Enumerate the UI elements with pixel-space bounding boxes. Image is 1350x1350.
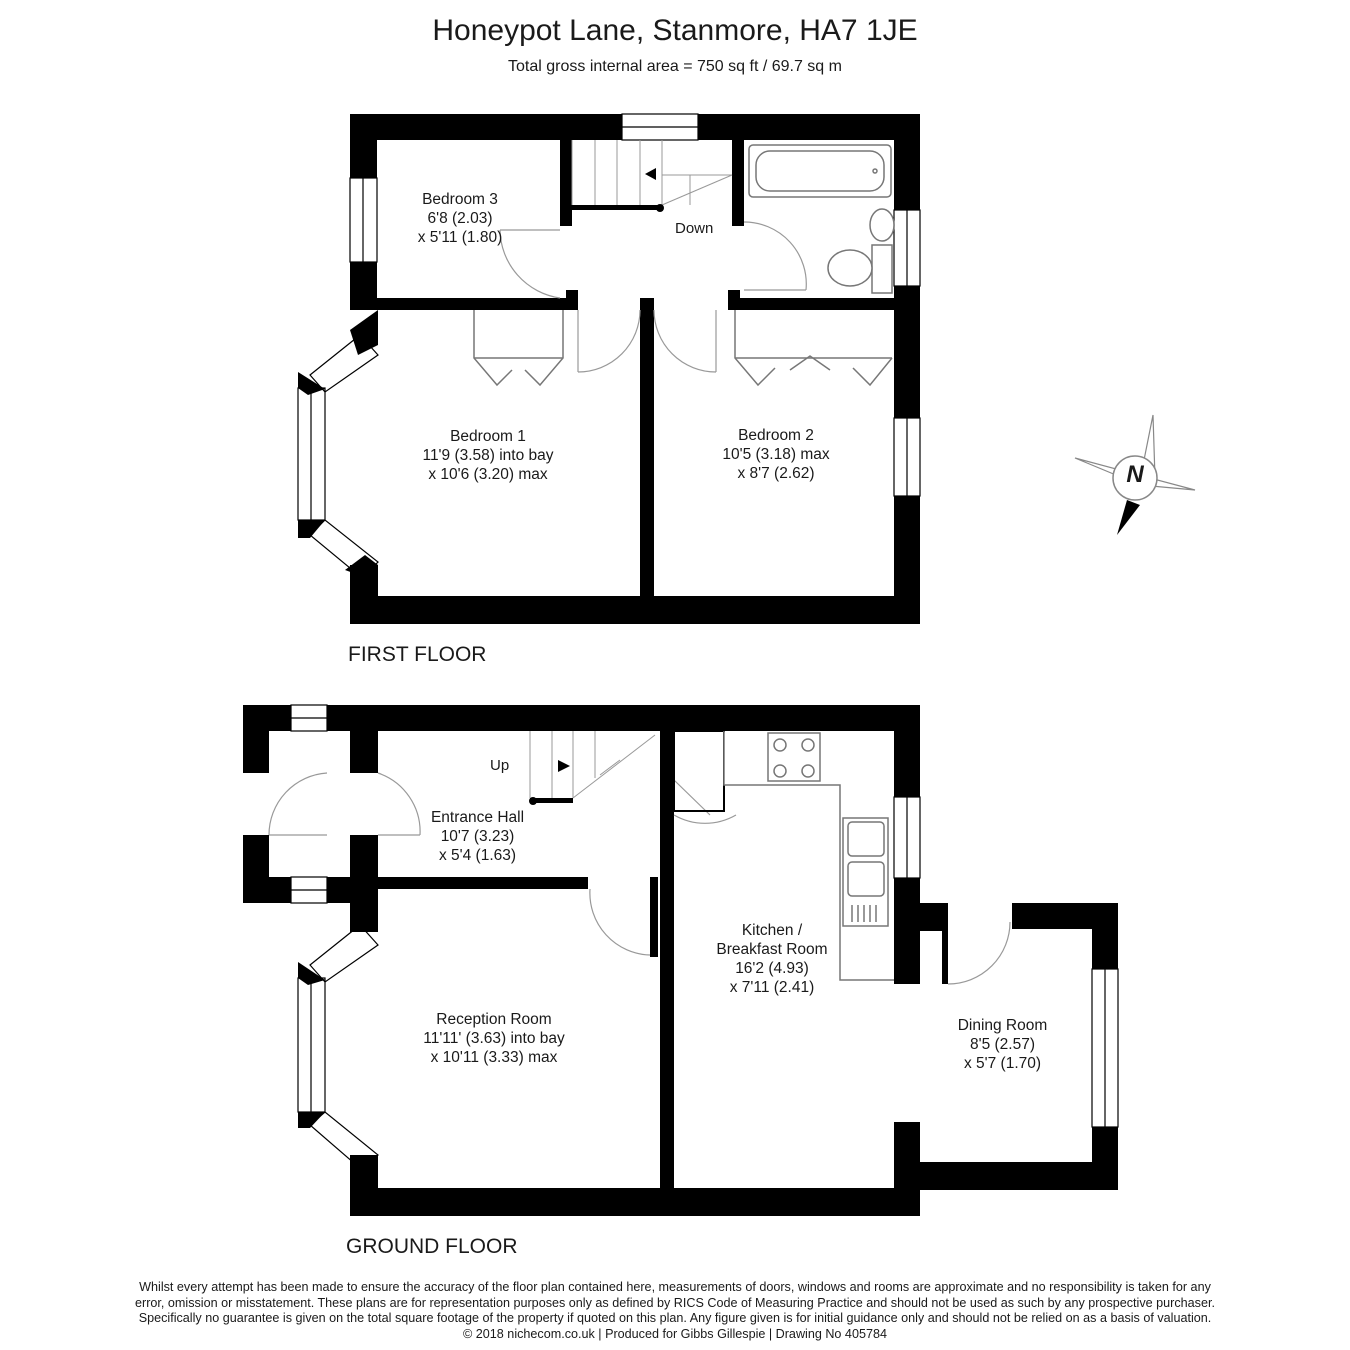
room-bedroom-3: Bedroom 3 6'8 (2.03) x 5'11 (1.80) — [417, 191, 503, 246]
room-dining: Dining Room 8'5 (2.57) x 5'7 (1.70) — [957, 1017, 1048, 1072]
room-bedroom-2: Bedroom 2 10'5 (3.18) max x 8'7 (2.62) — [722, 427, 830, 482]
room-reception: Reception Room 11'11' (3.63) into bay x 10'11 (3.33) max — [423, 1011, 565, 1066]
ground-floor-walls — [243, 705, 1118, 1216]
bathroom-fixtures — [749, 145, 894, 293]
disclaimer-line: Specifically no guarantee is given on the total square footage of the property if quoted on this plan. Any figure given is for initial guidance only and should not be relied on as a basis of valuation. — [138, 1311, 1212, 1325]
stair-down-label: Down — [675, 220, 714, 237]
room-bedroom-1: Bedroom 1 11'9 (3.58) into bay x 10'6 (3.20) max — [422, 428, 554, 483]
disclaimer-line: Whilst every attempt has been made to ensure the accuracy of the floor plan contained here, measurements of doors, windows and rooms are approximate and no responsibility is taken for any — [139, 1280, 1211, 1294]
wardrobe-fixtures — [474, 310, 892, 385]
stair-up-label: Up — [490, 757, 510, 774]
ground-floor-label: GROUND FLOOR — [346, 1235, 518, 1258]
property-title: Honeypot Lane, Stanmore, HA7 1JE — [432, 14, 918, 47]
stair-direction-arrow-up — [558, 760, 570, 772]
ground-floor-staircase — [530, 731, 655, 798]
first-floor-label: FIRST FLOOR — [348, 643, 487, 666]
compass-north-letter: N — [1126, 461, 1144, 488]
disclaimer — [40, 1280, 1310, 1342]
gross-area: Total gross internal area = 750 sq ft / 69.7 sq m — [508, 58, 842, 75]
ground-floor-plan — [243, 705, 1118, 1216]
disclaimer-line: error, omission or misstatement. These plans are for representation purposes only as defined by RICS Code of Measuring Practice and should not be used as such by any prospective purchaser. — [135, 1295, 1215, 1310]
room-kitchen-breakfast: Kitchen / Breakfast Room 16'2 (4.93) x 7'11 (2.41) — [716, 922, 828, 996]
stair-direction-arrow — [645, 168, 656, 180]
room-entrance-hall: Entrance Hall 10'7 (3.23) x 5'4 (1.63) — [430, 809, 525, 864]
copyright-line: © 2018 nichecom.co.uk | Produced for Gibbs Gillespie | Drawing No 405784 — [463, 1326, 887, 1341]
